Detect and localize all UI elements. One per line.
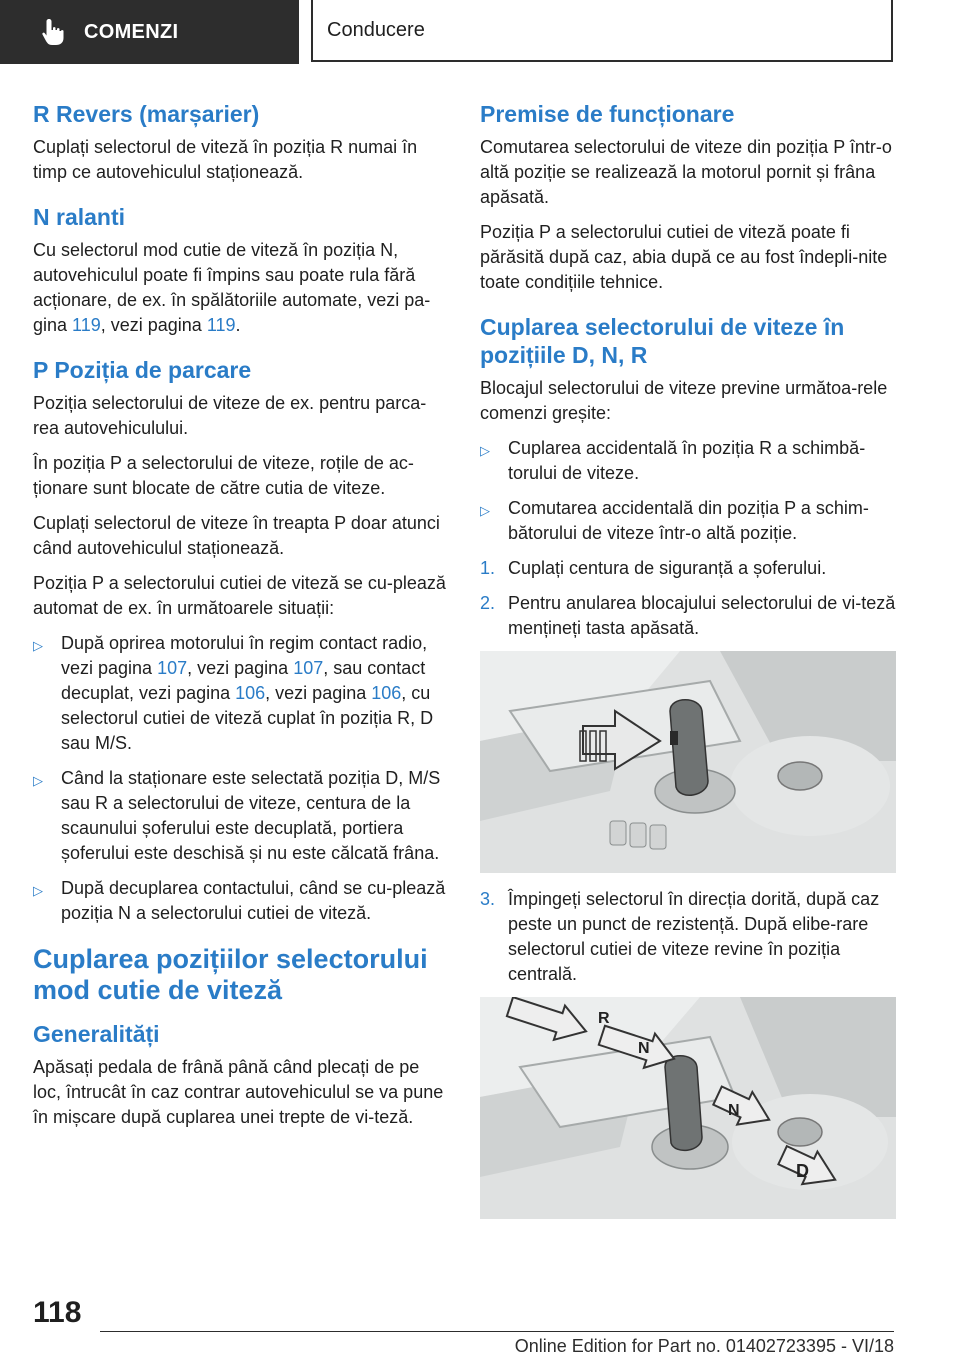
list-item: 3. Împingeți selectorul în direcția dorită, după caz peste un punct de rezistență. După elibe-rare selectorul cutiei de viteze revine în poziția centrală.	[480, 889, 880, 984]
section-prerequisites	[480, 100, 898, 295]
gear-selector-illustration	[480, 651, 896, 873]
list-item: ▷ Cuplarea accidentală în poziția R a schimbă-torului de viteze.	[480, 438, 866, 483]
park-text-4: Poziția P a selectorului cutiei de viteză se cu-plează automat de ex. în următoarele situații:	[33, 573, 446, 618]
chapter-tab[interactable]	[0, 0, 299, 64]
engage-bullet-list	[480, 436, 898, 546]
section-engage-drn	[480, 313, 898, 1219]
list-item: ▷ După oprirea motorului în regim contact radio, vezi pagina 107, vezi pagina 107, sau contact decuplat, vezi pagina 106, vezi pagina 106, cu selectorul cutiei de viteză cuplat în poziția R, D sau M/S.	[33, 633, 434, 753]
edition-text: Online Edition for Part no. 01402723395 - VI/18	[514, 1336, 894, 1356]
shift-directions-illustration	[480, 997, 896, 1219]
neutral-text: Cu selectorul mod cutie de viteză în poziția N, autovehiculul poate fi împins sau poate rula fără acționare, de ex. în spălătoriile automate, vezi pa-gina 119, vezi pagina 119.	[33, 240, 431, 335]
section-reverse	[33, 100, 449, 185]
section-shift-positions	[33, 944, 449, 1130]
step-number: 3.	[480, 889, 496, 909]
park-text-3: Cuplați selectorul de viteze în treapta P doar atunci când autovehiculul staționează.	[33, 513, 440, 558]
page-link[interactable]: 107	[293, 658, 324, 678]
hand-pointer-icon	[34, 12, 74, 52]
section-label: Conducere	[327, 18, 425, 41]
section-tab[interactable]	[311, 0, 893, 62]
page-link[interactable]: 106	[371, 683, 402, 703]
footer-divider	[100, 1331, 894, 1332]
steps-list-a	[480, 556, 898, 641]
prerequisites-heading: Premise de funcționare	[480, 101, 735, 127]
park-text-2: În poziția P a selectorului de viteze, roțile de ac-ționare sunt blocate de către cutia de viteze.	[33, 453, 414, 498]
left-column	[33, 100, 449, 1148]
neutral-heading: N ralanti	[33, 204, 126, 230]
page-link[interactable]: 119	[206, 315, 236, 335]
chapter-label: COMENZI	[84, 20, 179, 43]
step-number: 1.	[480, 558, 496, 578]
park-text-1: Poziția selectorului de viteze de ex. pentru parca-rea autovehiculului.	[33, 393, 427, 438]
triangle-bullet-icon: ▷	[33, 883, 43, 898]
list-item: ▷ După decuplarea contactului, când se cu-plează poziția N a selectorului cutiei de viteză.	[33, 878, 446, 923]
prerequisites-text-1: Comutarea selectorului de viteze din poziția P într-o altă poziție se realizează la motorul pornit și frâna apăsată.	[480, 137, 892, 207]
list-item: 2. Pentru anularea blocajului selectorului de vi-teză mențineți tasta apăsată.	[480, 593, 896, 638]
reverse-heading: R Revers (marșarier)	[33, 101, 260, 127]
page-link[interactable]: 106	[235, 683, 266, 703]
list-item: ▷ Când la staționare este selectată poziția D, M/S sau R a selectorului de viteze, centura de la scaunului șoferului este decuplată, portiera șoferului este deschisă și nu este călcată frâna.	[33, 768, 441, 863]
triangle-bullet-icon: ▷	[33, 638, 43, 653]
step-number: 2.	[480, 593, 496, 613]
right-column	[480, 100, 898, 1237]
shift-positions-heading: Cuplarea pozițiilor selectorului mod cutie de viteză	[33, 944, 428, 1005]
triangle-bullet-icon: ▷	[33, 773, 43, 788]
triangle-bullet-icon: ▷	[480, 503, 490, 518]
engage-drn-text: Blocajul selectorului de viteze previne următoa-rele comenzi greșite:	[480, 378, 888, 423]
park-bullet-list	[33, 631, 449, 926]
prerequisites-text-2: Poziția P a selectorului cutiei de viteză poate fi părăsită după caz, abia după ce au fost îndepli-nite toate condițiile tehnice.	[480, 222, 888, 292]
gear-label-r: R	[598, 1010, 610, 1027]
page-link[interactable]: 119	[72, 315, 101, 335]
gear-label-d: D	[796, 1161, 809, 1181]
triangle-bullet-icon: ▷	[480, 443, 490, 458]
page-link[interactable]: 107	[157, 658, 188, 678]
general-subheading: Generalități	[33, 1021, 160, 1047]
page-number: 118	[33, 1296, 82, 1329]
gear-label-n: N	[638, 1040, 650, 1057]
section-neutral	[33, 203, 449, 338]
steps-list-b	[480, 887, 898, 987]
park-heading: P Poziția de parcare	[33, 357, 252, 383]
general-text: Apăsați pedala de frână până când plecați de pe loc, întrucât în caz contrar autovehiculul se va pune în mișcare după cuplarea unei trepte de vi-teză.	[33, 1057, 444, 1127]
engage-drn-heading: Cuplarea selectorului de viteze în pozițiile D, N, R	[480, 314, 845, 368]
list-item: 1. Cuplați centura de siguranță a șoferului.	[480, 556, 898, 581]
section-park	[33, 356, 449, 926]
gear-label-n: N	[728, 1102, 740, 1119]
reverse-text: Cuplați selectorul de viteză în poziția R numai în timp ce autovehiculul staționează.	[33, 137, 418, 182]
list-item: ▷ Comutarea accidentală din poziția P a schim-bătorului de viteze într-o altă poziție.	[480, 498, 869, 543]
